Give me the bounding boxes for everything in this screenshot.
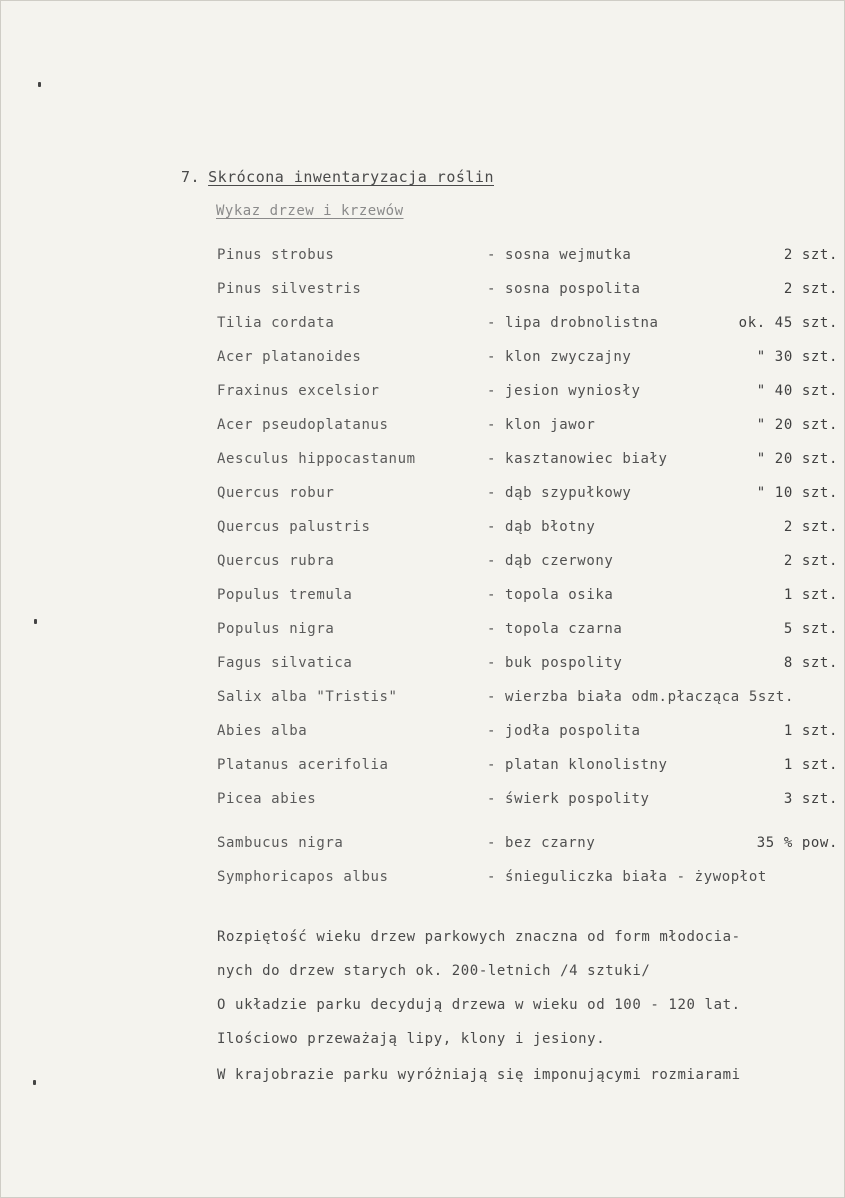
polish-name: - kasztanowiec biały — [487, 451, 668, 467]
latin-name: Quercus rubra — [217, 553, 335, 569]
latin-name: Acer pseudoplatanus — [217, 417, 389, 433]
polish-name: - wierzba biała odm.płacząca 5szt. — [487, 689, 794, 705]
paragraph-line: Ilościowo przeważają lipy, klony i jesiony. — [217, 1031, 606, 1047]
latin-name: Symphoricapos albus — [217, 869, 389, 885]
plant-row — [1, 757, 845, 779]
polish-name: - śnieguliczka biała - żywopłot — [487, 869, 767, 885]
quantity: " 20 szt. — [756, 417, 838, 433]
scan-speck — [33, 1080, 36, 1085]
quantity: 1 szt. — [783, 587, 838, 603]
polish-name: - sosna pospolita — [487, 281, 641, 297]
latin-name: Salix alba "Tristis" — [217, 689, 398, 705]
latin-name: Quercus palustris — [217, 519, 371, 535]
plant-row — [1, 621, 845, 643]
polish-name: - topola osika — [487, 587, 614, 603]
paragraph-line: O układzie parku decydują drzewa w wieku od 100 - 120 lat. — [217, 997, 741, 1013]
plant-row — [1, 553, 845, 575]
polish-name: - bez czarny — [487, 835, 596, 851]
plant-row — [1, 869, 845, 891]
plant-row — [1, 451, 845, 473]
plant-row — [1, 485, 845, 507]
polish-name: - dąb błotny — [487, 519, 596, 535]
polish-name: - klon zwyczajny — [487, 349, 632, 365]
plant-row — [1, 835, 845, 857]
latin-name: Fraxinus excelsior — [217, 383, 380, 399]
polish-name: - dąb czerwony — [487, 553, 614, 569]
quantity: 2 szt. — [783, 519, 838, 535]
section-subtitle: Wykaz drzew i krzewów — [216, 203, 404, 219]
latin-name: Platanus acerifolia — [217, 757, 389, 773]
latin-name: Sambucus nigra — [217, 835, 344, 851]
latin-name: Aesculus hippocastanum — [217, 451, 416, 467]
latin-name: Populus tremula — [217, 587, 353, 603]
quantity: " 40 szt. — [756, 383, 838, 399]
polish-name: - jesion wyniosły — [487, 383, 641, 399]
quantity: 1 szt. — [783, 723, 838, 739]
plant-row — [1, 689, 845, 711]
latin-name: Acer platanoides — [217, 349, 362, 365]
section-heading — [181, 168, 494, 186]
polish-name: - klon jawor — [487, 417, 596, 433]
paragraph-line: W krajobrazie parku wyróżniają się imponującymi rozmiarami — [217, 1067, 741, 1083]
latin-name: Populus nigra — [217, 621, 335, 637]
paragraph-line: nych do drzew starych ok. 200-letnich /4 sztuki/ — [217, 963, 651, 979]
quantity: 8 szt. — [783, 655, 838, 671]
polish-name: - buk pospolity — [487, 655, 623, 671]
latin-name: Fagus silvatica — [217, 655, 353, 671]
quantity: " 10 szt. — [756, 485, 838, 501]
latin-name: Pinus strobus — [217, 247, 335, 263]
section-number: 7. — [181, 168, 201, 186]
polish-name: - dąb szypułkowy — [487, 485, 632, 501]
plant-row — [1, 723, 845, 745]
plant-row — [1, 417, 845, 439]
plant-row — [1, 247, 845, 269]
quantity: " 30 szt. — [756, 349, 838, 365]
plant-row — [1, 383, 845, 405]
polish-name: - jodła pospolita — [487, 723, 641, 739]
quantity: ok. 45 szt. — [738, 315, 838, 331]
plant-row — [1, 315, 845, 337]
quantity: 35 % pow. — [756, 835, 838, 851]
polish-name: - topola czarna — [487, 621, 623, 637]
plant-row — [1, 655, 845, 677]
quantity: 2 szt. — [783, 553, 838, 569]
plant-row — [1, 587, 845, 609]
plant-row — [1, 791, 845, 813]
polish-name: - platan klonolistny — [487, 757, 668, 773]
quantity: 3 szt. — [783, 791, 838, 807]
latin-name: Abies alba — [217, 723, 308, 739]
quantity: 5 szt. — [783, 621, 838, 637]
plant-row — [1, 349, 845, 371]
polish-name: - świerk pospolity — [487, 791, 650, 807]
plant-row — [1, 519, 845, 541]
section-title: Skrócona inwentaryzacja roślin — [208, 168, 494, 186]
polish-name: - lipa drobnolistna — [487, 315, 659, 331]
plant-row — [1, 281, 845, 303]
polish-name: - sosna wejmutka — [487, 247, 632, 263]
quantity: 2 szt. — [783, 281, 838, 297]
quantity: " 20 szt. — [756, 451, 838, 467]
quantity: 2 szt. — [783, 247, 838, 263]
latin-name: Quercus robur — [217, 485, 335, 501]
latin-name: Pinus silvestris — [217, 281, 362, 297]
quantity: 1 szt. — [783, 757, 838, 773]
latin-name: Picea abies — [217, 791, 317, 807]
paragraph-line: Rozpiętość wieku drzew parkowych znaczna od form młodocia- — [217, 929, 741, 945]
latin-name: Tilia cordata — [217, 315, 335, 331]
scan-speck — [38, 82, 41, 87]
